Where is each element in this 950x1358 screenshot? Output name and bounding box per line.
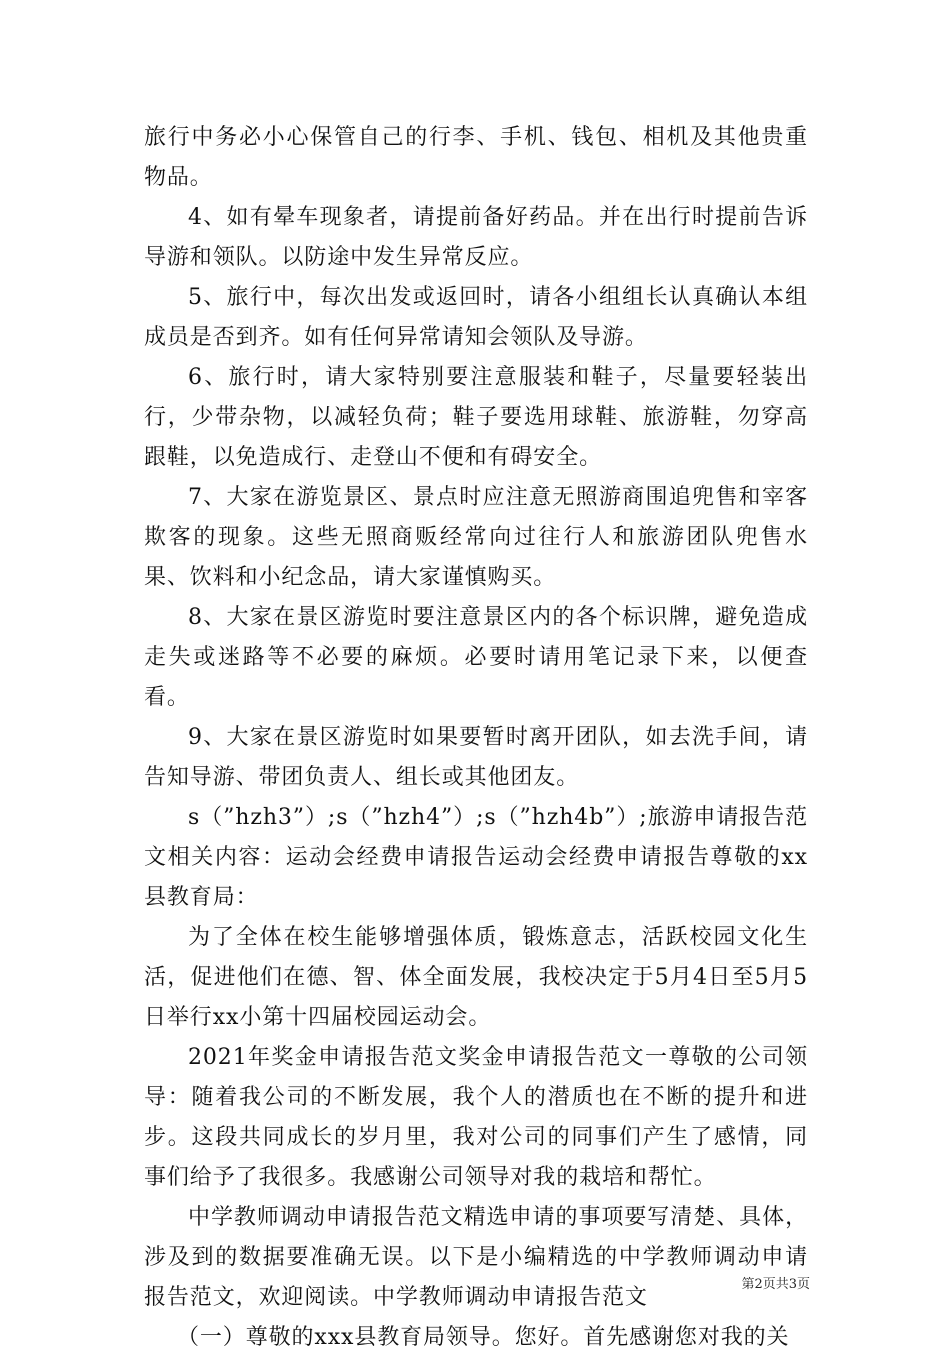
paragraph-bonus-request: 2021年奖金申请报告范文奖金申请报告范文一尊敬的公司领导：随着我公司的不断发展，我个人的潜质也在不断的提升和进步。这段共同成长的岁月里，我对公司的同事们产生了感情，同事们给予了我很多。我感谢公司领导对我的栽培和帮忙。 (144, 1045, 808, 1190)
paragraph-teacher-transfer: 中学教师调动申请报告范文精选申请的事项要写清楚、具体，涉及到的数据要准确无误。以下是小编精选的中学教师调动申请报告范文，欢迎阅读。中学教师调动申请报告范文 (144, 1205, 808, 1310)
paragraph-item-6: 6、旅行时，请大家特别要注意服装和鞋子，尽量要轻装出行，少带杂物，以减轻负荷；鞋子要选用球鞋、旅游鞋，勿穿高跟鞋，以免造成行、走登山不便和有碍安全。 (144, 365, 808, 470)
paragraph-item-5: 5、旅行中，每次出发或返回时，请各小组组长认真确认本组成员是否到齐。如有任何异常请知会领队及导游。 (144, 285, 808, 350)
page-number: 第2页共3页 (741, 1277, 810, 1292)
paragraph-item-7: 7、大家在游览景区、景点时应注意无照游商围追兜售和宰客欺客的现象。这些无照商贩经常向过往行人和旅游团队兜售水果、饮料和小纪念品，请大家谨慎购买。 (144, 485, 808, 590)
paragraph-sports-meet: 为了全体在校生能够增强体质，锻炼意志，活跃校园文化生活，促进他们在德、智、体全面发展，我校决定于5月4日至5月5日举行xx小第十四届校园运动会。 (144, 925, 808, 1030)
paragraph-related-content: s（”hzh3”）;s（”hzh4”）;s（”hzh4b”）;旅游申请报告范文相关内容：运动会经费申请报告运动会经费申请报告尊敬的xx县教育局： (144, 805, 808, 910)
paragraph-item-9: 9、大家在景区游览时如果要暂时离开团队，如去洗手间，请告知导游、带团负责人、组长或其他团友。 (144, 725, 808, 790)
paragraph-continuation: 旅行中务必小心保管自己的行李、手机、钱包、相机及其他贵重物品。 (144, 125, 808, 190)
paragraph-item-4: 4、如有晕车现象者，请提前备好药品。并在出行时提前告诉导游和领队。以防途中发生异常反应。 (144, 205, 808, 270)
document-body (144, 118, 808, 1358)
paragraph-section-one: （一）尊敬的xxx县教育局领导。您好。首先感谢您对我的关 (177, 1325, 790, 1350)
paragraph-item-8: 8、大家在景区游览时要注意景区内的各个标识牌，避免造成走失或迷路等不必要的麻烦。必要时请用笔记录下来，以便查看。 (144, 605, 808, 710)
